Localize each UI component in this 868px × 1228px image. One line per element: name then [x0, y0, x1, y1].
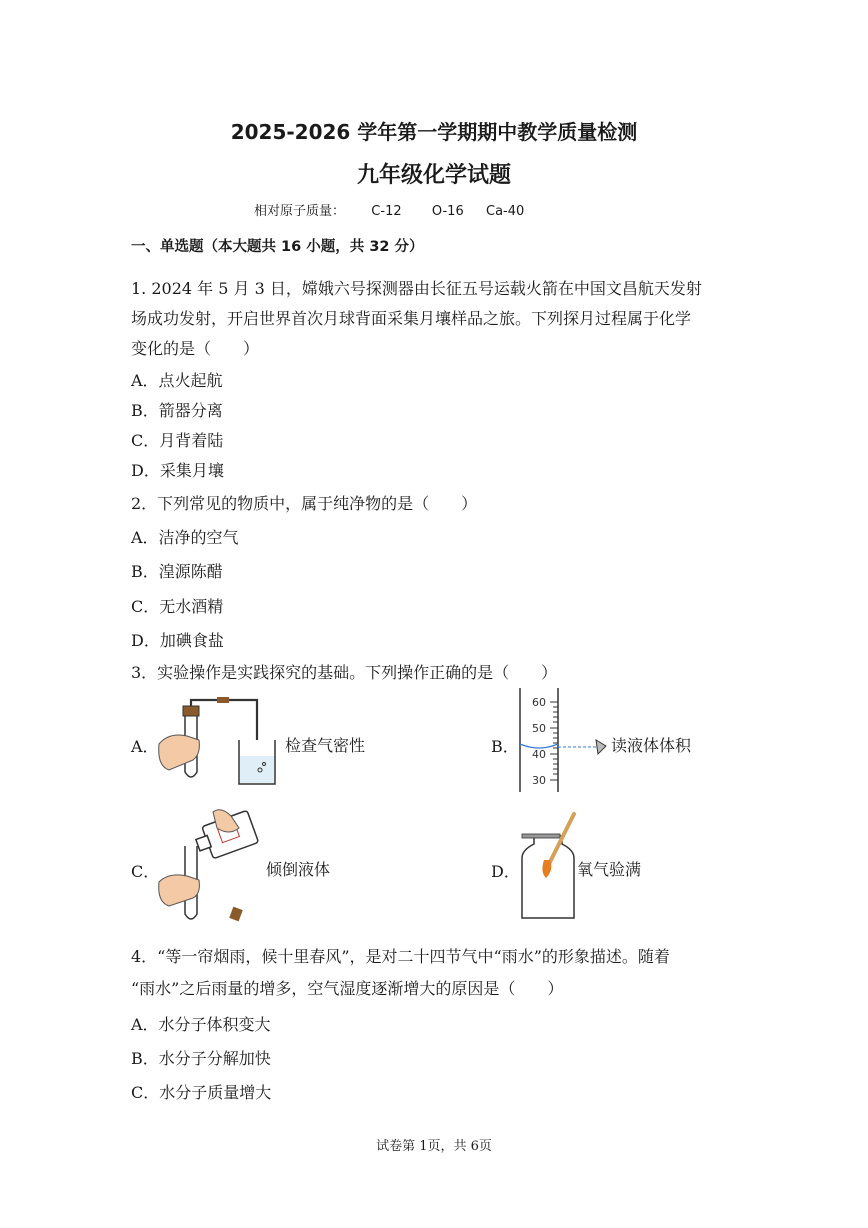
atomic-mass-ca: Ca-40	[486, 204, 525, 219]
airtightness-check-figure	[155, 696, 285, 788]
tick-30: 30	[532, 774, 546, 787]
tick-50: 50	[532, 722, 546, 735]
atomic-mass-label: 相对原子质量：	[254, 204, 346, 219]
q1-line-2: 场成功发射，开启世界首次月球背面采集月壤样品之旅。下列探月过程属于化学	[131, 309, 692, 328]
atomic-mass-line	[254, 200, 524, 219]
graduated-cylinder-figure	[518, 688, 613, 792]
q2-option-c: C．无水酒精	[131, 597, 224, 616]
q3-option-a-caption: 检查气密性	[285, 736, 366, 755]
q3-stem: 3．实验操作是实践探究的基础。下列操作正确的是（ ）	[131, 663, 558, 682]
q1-option-c: C．月背着陆	[131, 431, 224, 450]
exam-title: 2025-2026 学年第一学期期中教学质量检测	[230, 120, 638, 144]
q3-option-d-letter: D．	[491, 862, 520, 881]
q4-option-c: C．水分子质量增大	[131, 1083, 272, 1102]
q1-line-3: 变化的是（ ）	[131, 339, 260, 358]
q1-line-1: 1. 2024 年 5 月 3 日，嫦娥六号探测器由长征五号运载火箭在中国文昌航天发射	[131, 279, 702, 298]
page-footer: 试卷第 1页，共 6页	[376, 1139, 492, 1154]
q2-stem: 2．下列常见的物质中，属于纯净物的是（ ）	[131, 494, 478, 513]
tick-60: 60	[532, 696, 546, 709]
q1-option-a: A．点火起航	[131, 371, 223, 390]
pouring-liquid-figure	[155, 806, 255, 924]
q4-option-b: B．水分子分解加快	[131, 1049, 271, 1068]
q3-option-c-caption: 倾倒液体	[266, 860, 331, 879]
q2-option-d: D．加碘食盐	[131, 631, 224, 650]
exam-subtitle: 九年级化学试题	[356, 163, 511, 188]
q1-option-b: B．箭器分离	[131, 401, 223, 420]
section-heading: 一、单选题（本大题共 16 小题，共 32 分）	[131, 239, 424, 255]
q1-option-d: D．采集月壤	[131, 461, 224, 480]
q3-option-b-caption: 读液体体积	[611, 736, 692, 755]
q2-option-b: B．湟源陈醋	[131, 562, 223, 581]
q3-option-d-caption: 氧气验满	[577, 860, 642, 879]
atomic-mass-c: C-12	[371, 204, 402, 219]
q3-option-b-letter: B．	[491, 737, 519, 756]
q4-option-a: A．水分子体积变大	[131, 1015, 271, 1034]
q2-option-a: A．洁净的空气	[131, 528, 239, 547]
q4-line-2: “雨水”之后雨量的增多，空气湿度逐渐增大的原因是（ ）	[131, 979, 564, 998]
q3-option-c-letter: C．	[131, 862, 160, 881]
atomic-mass-o: O-16	[431, 204, 464, 219]
tick-40: 40	[532, 748, 546, 761]
q3-option-a-letter: A．	[131, 737, 159, 756]
q4-line-1: 4．“等一帘烟雨，候十里春风”，是对二十四节气中“雨水”的形象描述。随着	[131, 947, 670, 966]
oxygen-test-figure	[522, 810, 582, 922]
